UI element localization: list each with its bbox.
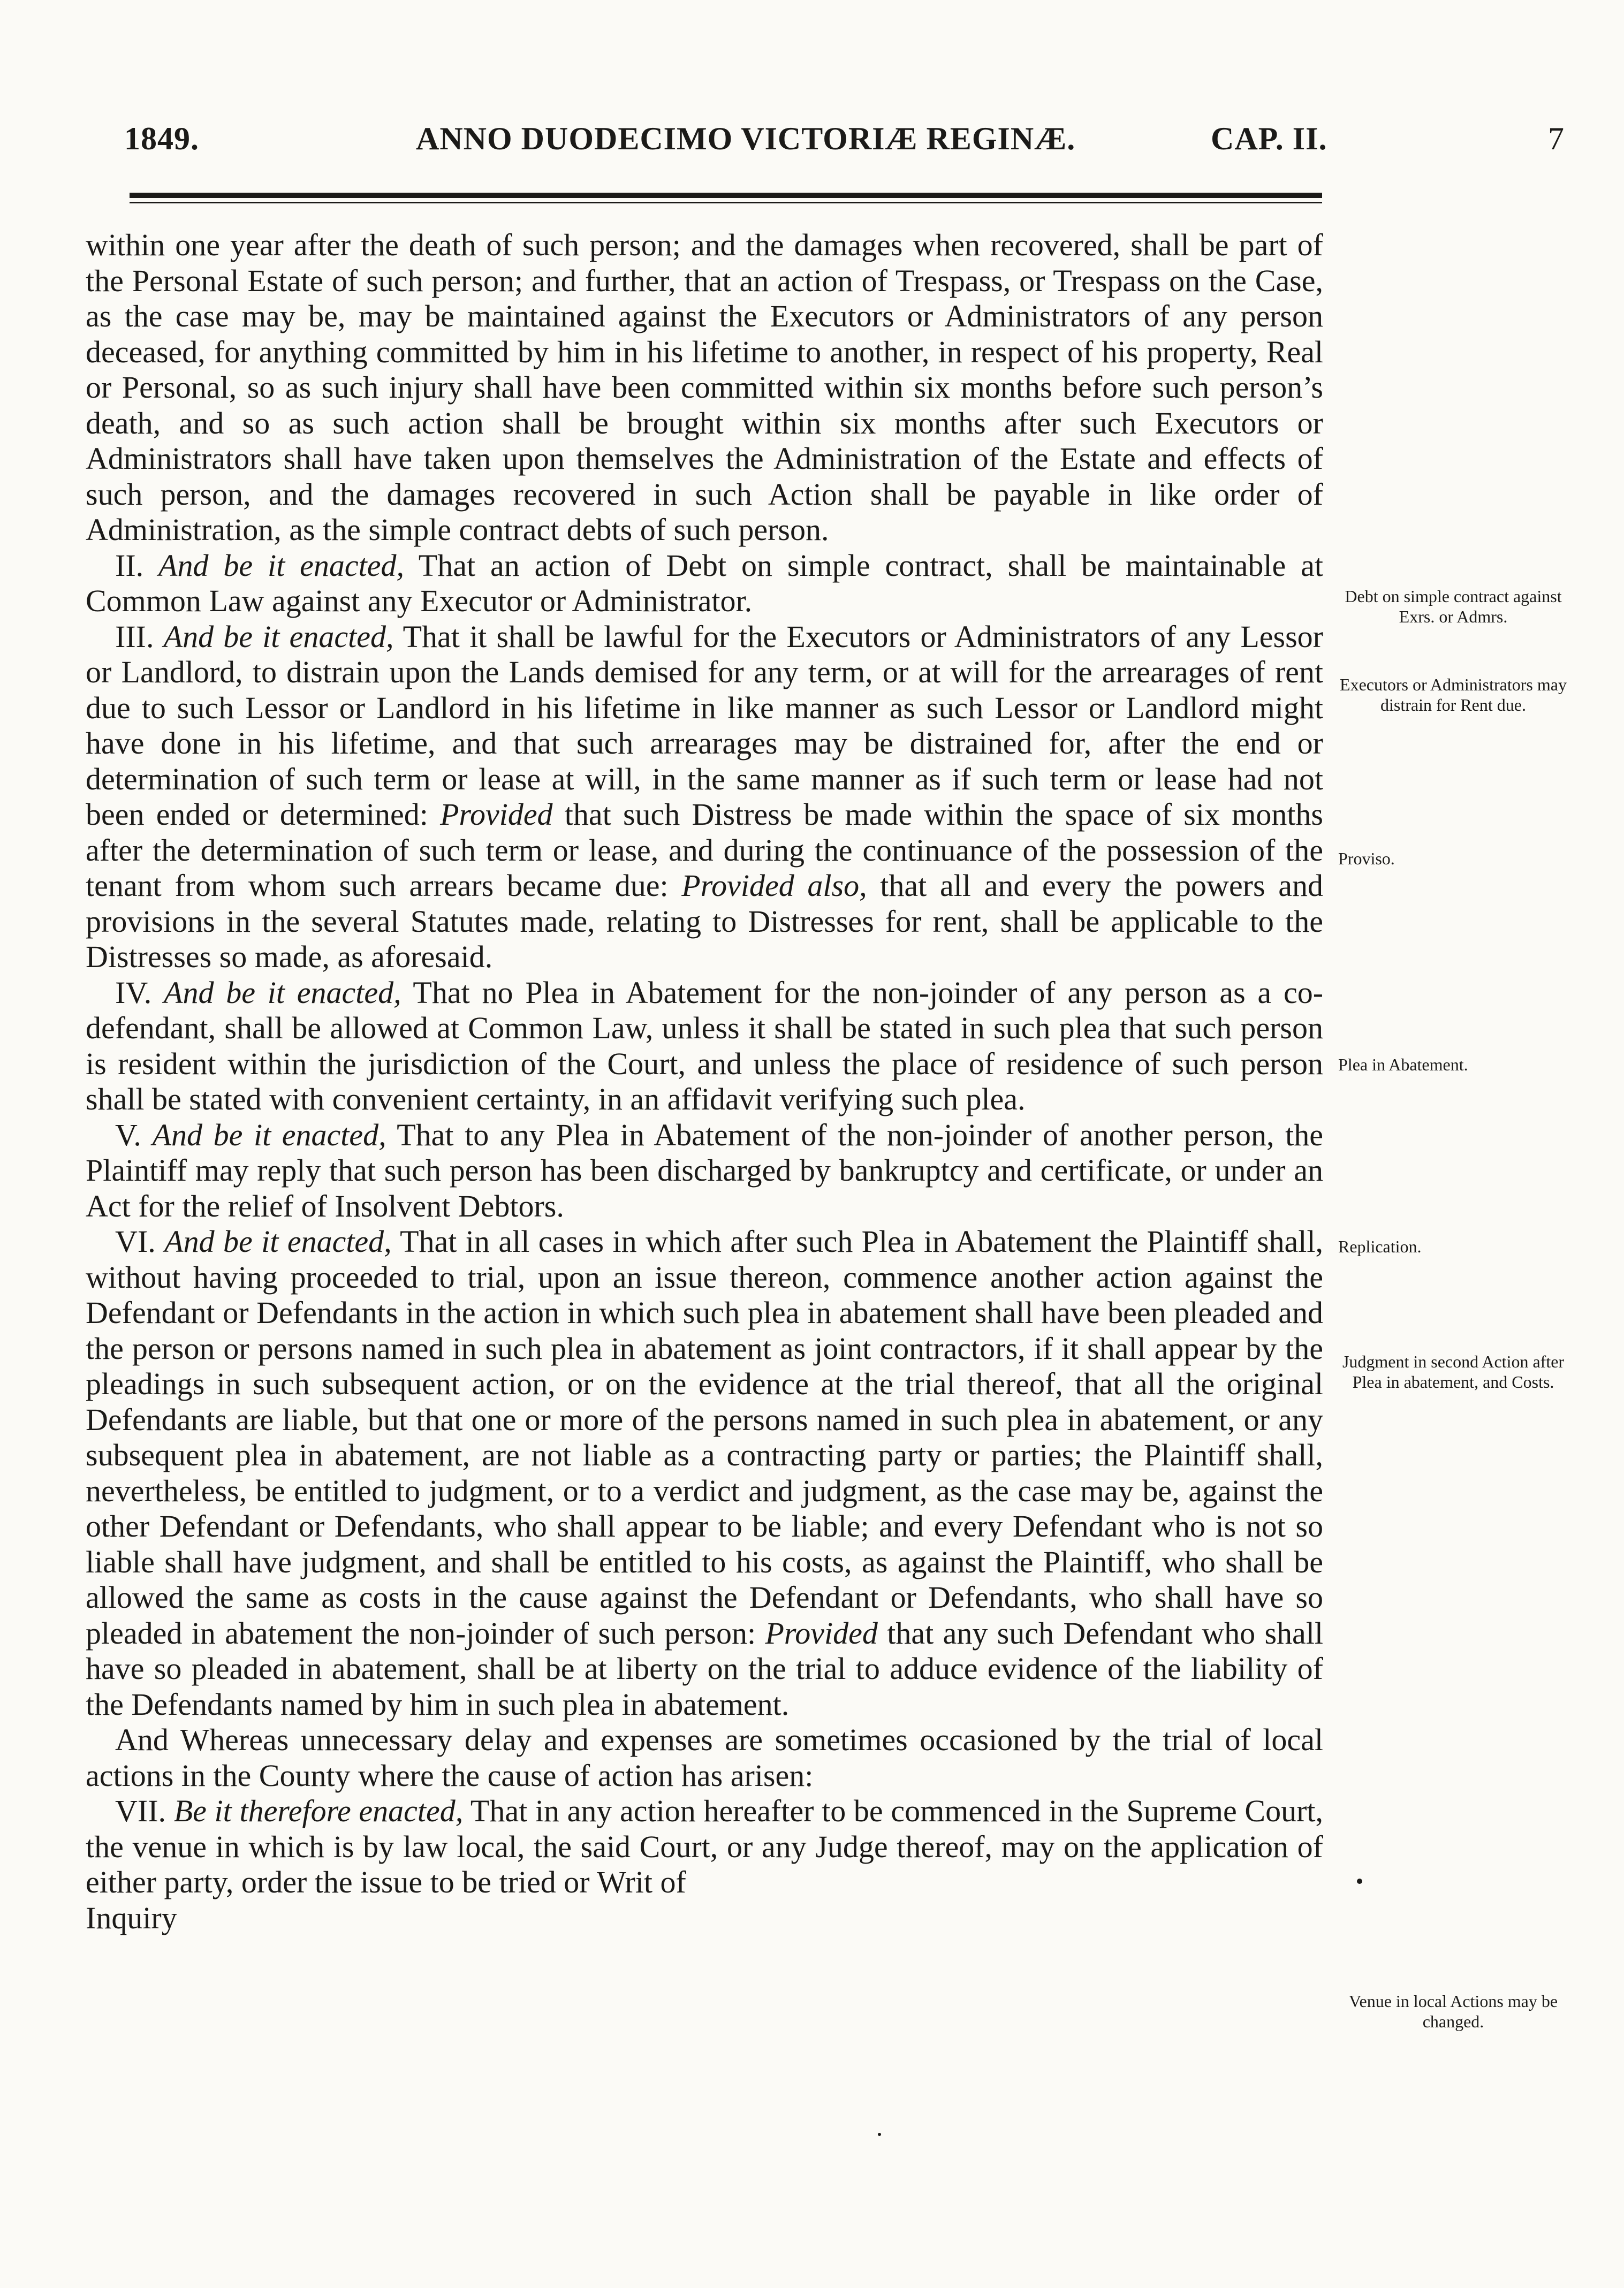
section-5 bbox=[86, 1118, 1323, 1225]
section-text: That in any action hereafter to be commenced in the Supreme Court, the venue in which is by law local, the said Court, or any Judge thereof, may on the application of either party, order the issue to be tried or Writ of bbox=[86, 1793, 1323, 1899]
proviso-word: Provided bbox=[765, 1615, 878, 1651]
section-text-2: that such Distress be made within the space of six months after the determination of such term or lease, and during the continuance of the possession of the tenant from whom such arrears became due: bbox=[86, 797, 1323, 903]
section-number: III. bbox=[115, 619, 154, 654]
section-2 bbox=[86, 548, 1323, 619]
page-number: 7 bbox=[1548, 121, 1565, 156]
header-year: 1849. bbox=[124, 121, 199, 156]
margin-note-debt: Debt on simple contract against Exrs. or Admrs. bbox=[1345, 587, 1562, 626]
margin-note-venue: Venue in local Actions may be changed. bbox=[1348, 1991, 1558, 2031]
header-rule-thin bbox=[130, 202, 1322, 203]
print-speck bbox=[1357, 1879, 1362, 1884]
statute-body bbox=[86, 227, 1323, 1936]
section-number: IV. bbox=[115, 975, 152, 1010]
catchword-line bbox=[86, 1901, 1323, 1936]
proviso-also-word: Provided also, bbox=[681, 868, 867, 903]
margin-note-proviso: Proviso. bbox=[1338, 849, 1395, 868]
paragraph-continuation bbox=[86, 227, 1323, 548]
enacting-words: And be it enacted, bbox=[164, 975, 401, 1010]
section-text: That in all cases in which after such Plea in Abatement the Plaintiff shall, without having proceeded to trial, upon an issue thereon, commence another action against the Defendant or Defendants in the action in which such plea in abatement shall have been pleaded and the person or persons named in such plea in abatement as joint contractors, if it shall appear by the pleadings in such subsequent action, or on the evidence at the trial thereof, that all the original Defendants are liable, but that one or more of the persons named in such plea in abatement, or any subsequent plea in abatement, are not liable as a contracting party or parties; the Plaintiff shall, nevertheless, be entitled to judgment, or to a verdict and judgment, as the case may be, against the other Defendant or Defendants, who shall appear to be liable; and every Defendant who is not so liable shall have judgment, and shall be entitled to his costs, as against the Plaintiff, who shall be allowed the same as costs in the cause against the Defendant or Defendants, who shall have so pleaded in abatement the non-joinder of such person: bbox=[86, 1224, 1324, 1651]
print-speck bbox=[878, 2133, 881, 2136]
section-text-3: that all and every the powers and provisions in the several Statutes made, relating to Distresses for rent, shall be applicable to the Distresses so made, as aforesaid. bbox=[86, 868, 1323, 974]
section-text-2: that any such Defendant who shall have so pleaded in abatement, shall be at liberty on the trial to adduce evidence of the liability of the Defendants named by him in such plea in abatement. bbox=[86, 1615, 1324, 1722]
section-number: VI. bbox=[115, 1224, 156, 1259]
proviso-word: Provided bbox=[440, 797, 553, 832]
running-head bbox=[124, 120, 1569, 169]
section-text: That no Plea in Abatement for the non-joinder of any person as a co-defendant, shall be allowed at Common Law, unless it shall be stated in such plea that such person is resident within the jurisdiction of the Court, and unless the place of residence of such person shall be stated with convenient certainty, in an affidavit verifying such plea. bbox=[86, 975, 1324, 1116]
header-chapter: CAP. II. bbox=[1211, 121, 1327, 156]
enacting-words: And be it enacted, bbox=[164, 1224, 392, 1259]
paragraph-text: within one year after the death of such person; and the damages when recovered, shall be part of the Personal Estate of such person; and further, that an action of Trespass, or Trespass on the Case, as the case may be, may be maintained against the Executors or Administrators of any person deceased, for anything committed by him in his lifetime to another, in respect of his property, Real or Personal, so as such injury shall have been committed within six months before such person’s death, and so as such action shall be brought within six months after such Executors or Administrators shall have taken upon themselves the Administration of the Estate and effects of such person, and the damages recovered in such Action shall be payable in like order of Administration, as the simple contract debts of such person. bbox=[86, 227, 1323, 547]
section-7 bbox=[86, 1793, 1323, 1901]
section-number: VII. bbox=[115, 1793, 166, 1828]
paragraph-text: And Whereas unnecessary delay and expenses are sometimes occasioned by the trial of local actions in the County where the cause of action has arisen: bbox=[86, 1722, 1323, 1793]
section-4 bbox=[86, 975, 1323, 1118]
margin-note-plea: Plea in Abatement. bbox=[1338, 1055, 1468, 1074]
catchword: Inquiry bbox=[86, 1900, 177, 1935]
enacting-words: And be it enacted, bbox=[158, 548, 404, 583]
margin-note-executors: Executors or Administrators may distrain for Rent due. bbox=[1340, 675, 1567, 714]
header-title: ANNO DUODECIMO VICTORIÆ REGINÆ. bbox=[416, 121, 1076, 156]
preamble-whereas bbox=[86, 1722, 1323, 1793]
section-number: II. bbox=[115, 548, 144, 583]
section-6 bbox=[86, 1224, 1323, 1722]
enacting-words: And be it enacted, bbox=[163, 619, 394, 654]
section-text: That to any Plea in Abatement of the non-joinder of another person, the Plaintiff may reply that such person has been discharged by bankruptcy and certificate, or under an Act for the relief of Insolvent Debtors. bbox=[86, 1117, 1324, 1223]
enacting-words: And be it enacted, bbox=[152, 1117, 386, 1152]
section-text: That it shall be lawful for the Executors or Administrators of any Lessor or Landlord, to distrain upon the Lands demised for any term, or at will for the arrearages of rent due to such Lessor or Landlord in his lifetime in like manner as such Lessor or Landlord might have done in his lifetime, and that such arrearages may be distrained for, after the end or determination of such term or lease at will, in the same manner as if such term or lease had not been ended or determined: bbox=[86, 619, 1323, 832]
section-3 bbox=[86, 619, 1323, 975]
header-rule-thick bbox=[130, 193, 1322, 198]
section-number: V. bbox=[115, 1117, 141, 1152]
section-text: That an action of Debt on simple contract, shall be maintainable at Common Law against any Executor or Administrator. bbox=[86, 548, 1324, 618]
enacting-words: Be it therefore enacted, bbox=[173, 1793, 464, 1828]
margin-note-judgment: Judgment in second Action after Plea in abatement, and Costs. bbox=[1342, 1352, 1565, 1392]
margin-note-replication: Replication. bbox=[1338, 1237, 1422, 1256]
